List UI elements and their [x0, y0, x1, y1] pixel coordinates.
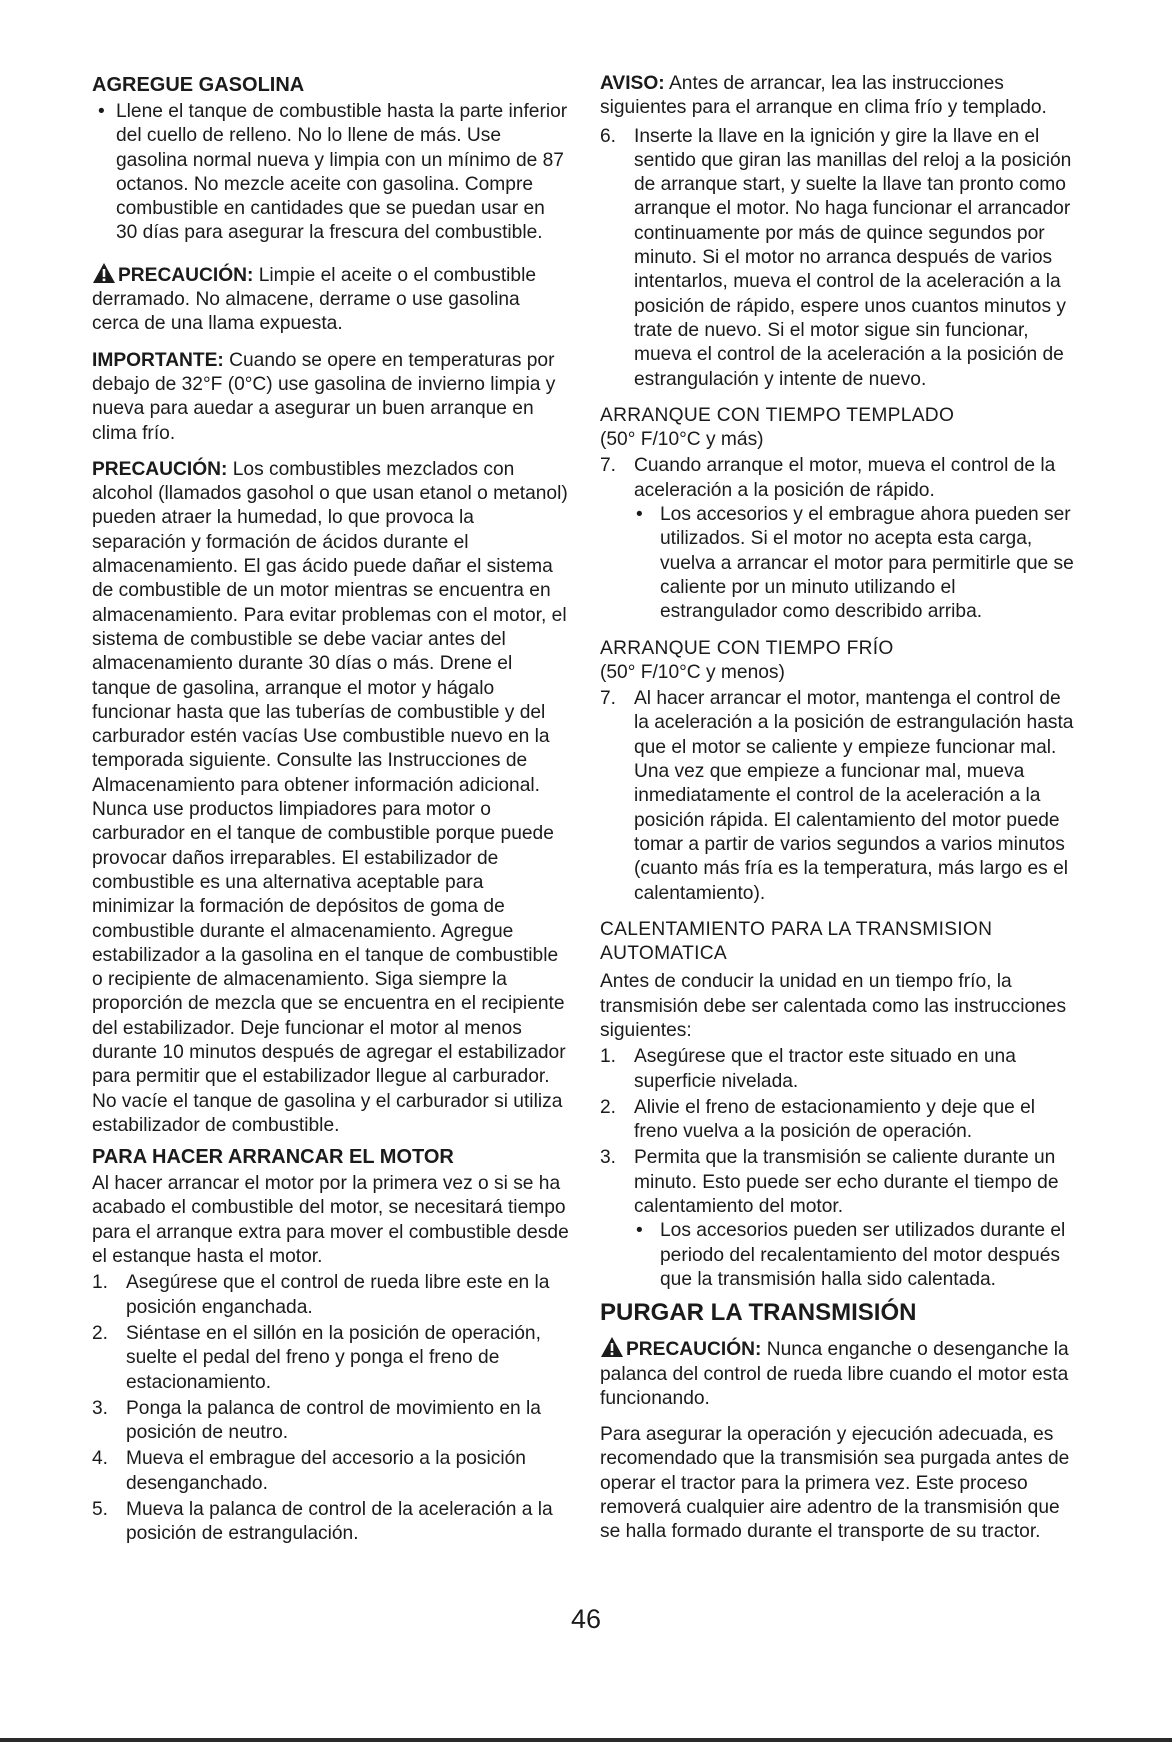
right-column	[600, 72, 1078, 1545]
list-item	[92, 1271, 570, 1320]
important-label: IMPORTANTE:	[92, 349, 224, 371]
list-item	[92, 1322, 570, 1395]
caution-label: PRECAUCIÓN:	[626, 1339, 762, 1361]
important-text: Cuando se opere en temperaturas por debajo de 32°F (0°C) use gasolina de invierno limpia y nueva para auedar a asegurar un buen arranque en clima frío.	[92, 349, 556, 444]
caution-freewheel-text: Nunca enganche o desenganche la palanca del control de rueda libre cuando el motor esta funcionando.	[600, 1339, 1069, 1409]
list-item	[92, 1447, 570, 1496]
bullet-dot: •	[98, 101, 105, 122]
step-number: 6.	[600, 125, 617, 147]
step-number: 2.	[600, 1096, 617, 1118]
list-item	[600, 1096, 1078, 1145]
transmission-intro: Antes de conducir la unidad en un tiempo frío, la transmisión debe ser calentada como las instrucciones siguientes:	[600, 971, 1067, 1041]
cold-start-range: (50° F/10°C y menos)	[600, 661, 785, 683]
caution-freewheel-paragraph	[600, 1336, 1078, 1411]
warm-start-range: (50° F/10°C y más)	[600, 429, 764, 451]
warm-start-bullet	[600, 503, 1078, 624]
caution-alcohol-paragraph	[92, 458, 570, 1138]
step-number: 5.	[92, 1499, 109, 1521]
step-text: Cuando arranque el motor, mueva el control de la aceleración a la posición de rápido.	[634, 455, 1056, 501]
warm-bullet-text: Los accesorios y el embrague ahora pueden ser utilizados. Si el motor no acepta esta carga, vuelva a arrancar el motor para permitirle que se caliente por un minuto utilizando el estrangulador como describido arriba.	[660, 504, 1074, 623]
transmission-steps-list	[600, 1045, 1078, 1219]
section-heading-purgar: PURGAR LA TRANSMISIÓN	[600, 1299, 917, 1327]
caution-alcohol-text: Los combustibles mezclados con alcohol (llamados gasohol o que usan etanol o metanol) pueden atraer la humedad, lo que provoca la separación y formación de ácidos durante el almacenamiento. El gas ácido puede dañar el sistema de combustible de un motor mientras se encuentra en almacenamiento. Para evitar problemas con el motor, el sistema de combustible se debe vaciar antes del almacenamiento durante 30 días o más. Drene el tanque de gasolina, arranque el motor y hágalo funcionar hasta que las tuberías de combustible y del carburador estén vacías Use combustible nuevo en la temporada siguiente. Consulte las Instrucciones de Almacenamiento para obtener información adicional. Nunca use productos limpiadores para motor o carburador en el tanque de combustible porque puede provocar daños irreparables. El estabilizador de combustible es una alternativa aceptable para minimizar la formación de depósitos de goma de combustible durante el almacenamiento. Agregue estabilizador a la gasolina en el tanque de combustible o recipiente de almacenamiento. Siga siempre la proporción de mezcla que se encuentra en el recipiente del estabilizador. Deje funcionar el motor al menos durante 10 minutos después de agregar el estabilizador para permitir que el estabilizador llegue al carburador. No vacíe el tanque de gasolina y el carburador si utiliza estabilizador de combustible.	[92, 458, 568, 1136]
gasoline-bullet-text: Llene el tanque de combustible hasta la parte inferior del cuello de relleno. No lo llene de más. Use gasolina normal nueva y limpia con un mínimo de 87 octanos. No mezcle aceite con gasolina. Compre combustible en cantidades que se puedan usar en 30 días para asegurar la frescura del combustible.	[116, 101, 568, 244]
aviso-text: Antes de arrancar, lea las instrucciones siguientes para el arranque en clima frío y templado.	[600, 73, 1047, 119]
left-column	[92, 72, 570, 1547]
important-paragraph	[92, 349, 570, 446]
step-text: Asegúrese que el tractor este situado en una superficie nivelada.	[634, 1046, 1016, 1092]
step-text: Ponga la palanca de control de movimiento en la posición de neutro.	[126, 1397, 541, 1444]
aviso-paragraph	[600, 72, 1078, 121]
start-steps-list	[92, 1271, 570, 1546]
list-item	[600, 454, 1078, 503]
caution-label: PRECAUCIÓN:	[92, 458, 228, 480]
step-text: Mueva la palanca de control de la aceleración a la posición de estrangulación.	[126, 1499, 553, 1545]
gasoline-bullet	[92, 100, 570, 246]
step-text: Permita que la transmisión se caliente durante un minuto. Esto puede ser echo durante el tiempo de calentamiento del motor.	[634, 1147, 1059, 1218]
step-number: 4.	[92, 1448, 109, 1470]
list-item	[600, 687, 1078, 906]
step-text: Inserte la llave en la ignición y gire la llave en el sentido que giran las manillas del reloj a la posición de arranque start, y suelte la llave tan pronto como arranque el motor. No haga funcionar el arrancador continuamente por más de quince segundos por minuto. Si el motor no arranca después de varios intentarlos, mueva el control de la aceleración a la posición de rápido, espere unos cuantos minutos y trate de nuevo. Si el motor sigue sin funcionar, mueva el control de la aceleración a la posición de estrangulación y intente de nuevo.	[634, 125, 1072, 390]
step-number: 2.	[92, 1322, 109, 1344]
bullet-dot: •	[636, 1220, 643, 1242]
list-item	[600, 125, 1078, 392]
list-item	[92, 1397, 570, 1446]
list-item	[92, 1498, 570, 1547]
list-item	[600, 1045, 1078, 1094]
step-number: 3.	[600, 1147, 617, 1169]
cold-start-heading: ARRANQUE CON TIEMPO FRÍO	[600, 637, 894, 659]
step-number: 3.	[92, 1397, 109, 1419]
aviso-label: AVISO:	[600, 73, 665, 94]
step-number: 1.	[600, 1046, 617, 1068]
warning-icon	[600, 1336, 624, 1358]
caution-label: PRECAUCIÓN:	[118, 264, 254, 286]
step-text: Alivie el freno de estacionamiento y deje que el freno vuelva a la posición de operación.	[634, 1096, 1036, 1143]
transmission-warmup-heading: CALENTAMIENTO PARA LA TRANSMISION AUTOMATICA	[600, 918, 993, 965]
warning-icon	[92, 262, 116, 284]
step-text: Asegúrese que el control de rueda libre este en la posición enganchada.	[126, 1272, 550, 1318]
step-number: 7.	[600, 688, 617, 710]
step-number: 1.	[92, 1272, 109, 1294]
section-heading-agregue-gasolina: AGREGUE GASOLINA	[92, 74, 305, 96]
step-text: Mueva el embrague del accesorio a la posición desenganchado.	[126, 1448, 526, 1494]
caution-spill-text: Limpie el aceite o el combustible derramado. No almacene, derrame o use gasolina cerca de una llama expuesta.	[92, 264, 537, 335]
page-number: 46	[570, 1604, 602, 1634]
purge-paragraph: Para asegurar la operación y ejecución adecuada, es recomendado que la transmisión sea purgada antes de operar el tractor para la primera vez. Este proceso removerá cualquier aire adentro de la transmisión que se halla formado durante el transporte de su tractor.	[600, 1424, 1070, 1543]
step-text: Al hacer arrancar el motor, mantenga el control de la aceleración a la posición de estrangulación hasta que el motor se caliente y empieze funcionar mal. Una vez que empieze a funcionar mal, mueva inmediatamente el control de la aceleración a la posición rápida. El calentamiento del motor puede tomar a partir de varios segundos a varios minutos (cuanto más fría es la temperatura, más largo es el calentamiento).	[634, 688, 1074, 904]
step-text: Siéntase en el sillón en la posición de operación, suelte el pedal del freno y ponga el freno de estacionamiento.	[126, 1322, 541, 1393]
start-intro-text: Al hacer arrancar el motor por la primera vez o si se ha acabado el combustible del motor, se necesitará tiempo para el arranque extra para mover el combustible desde el estanque hasta el motor.	[92, 1173, 569, 1268]
transmission-bullet-text: Los accesorios pueden ser utilizados durante el periodo del recalentamiento del motor después que la transmisión halla sido calentada.	[660, 1220, 1066, 1290]
bullet-dot: •	[636, 504, 643, 526]
caution-spill-paragraph	[92, 262, 570, 337]
section-heading-hacer-arrancar: PARA HACER ARRANCAR EL MOTOR	[92, 1146, 454, 1169]
warm-start-heading: ARRANQUE CON TIEMPO TEMPLADO	[600, 404, 955, 426]
step-number: 7.	[600, 455, 617, 477]
transmission-bullet	[600, 1219, 1078, 1292]
bottom-rule	[0, 1738, 1172, 1742]
list-item	[600, 1146, 1078, 1219]
